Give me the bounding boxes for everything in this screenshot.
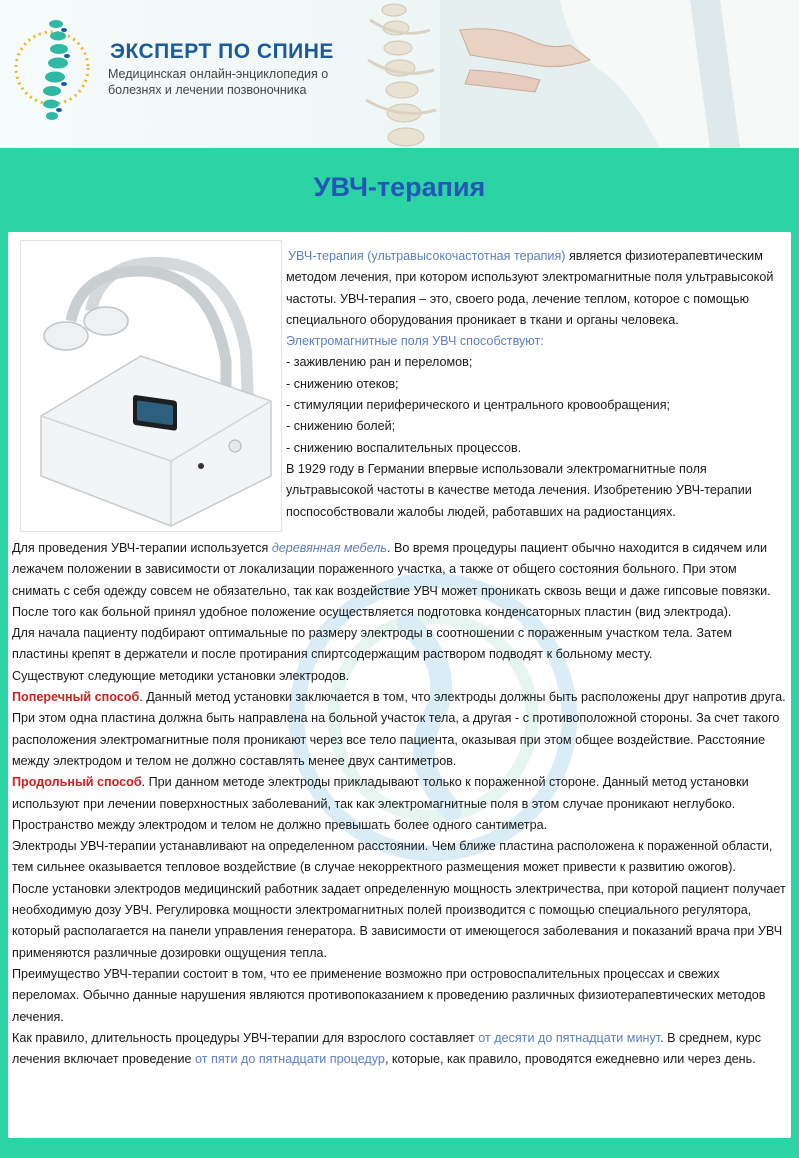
methods-intro: Существуют следующие методики установки электродов. xyxy=(12,668,350,683)
electrodes-paragraph: Для начала пациенту подбирают оптимальные по размеру электроды в соотношении с пораженным участком тела. Затем пластины крепят в держатели и после протирания спиртсодержащим раствором подводят к больному месту. xyxy=(12,626,732,662)
longitudinal-text: . При данном методе электроды прикладывают только к пораженной стороне. Данный метод установки используют при лечении поверхностных заболеваний, так как электромагнитные поля в этом случае проникают неглубоко. Пространство между электродом и телом не должно превышать более одного сантиметра. xyxy=(12,775,749,832)
transverse-label: Поперечный способ xyxy=(12,690,140,705)
intro-term: УВЧ-терапия (ультравысокочастотная терапия) xyxy=(288,249,566,263)
procedure-text-rest: . Во время процедуры пациент обычно находится в сидячем или лежачем положении в зависимости от локализации пораженного участка, а также от общего состояния больного. При этом снимать с себя одежду совсем не обязательно, так как воздействие УВЧ может проникать сквозь вещи и даже гипсовые повязки. После того как больной принял удобное положение осуществляется подготовка конденсаторных пластин (вид электрода). xyxy=(12,541,771,619)
duration-text-2: . В среднем, курс лечения включает проведение xyxy=(12,1030,762,1067)
procedure-emphasis: деревянная мебель xyxy=(271,541,387,555)
history-paragraph: В 1929 году в Германии впервые использовали электромагнитные поля ультравысокой частоты в качестве метода лечения. Изобретению УВЧ-терапии поспособствовали жалобы людей, работавших на радиостанциях. xyxy=(286,461,752,519)
transverse-text: . Данный метод установки заключается в том, что электроды должны быть расположены друг напротив друга. При этом одна пластина должна быть направлена на больной участок тела, а другая - с противоположной стороны. За счет такого расположения электромагнитные поля проникают через все тело пациента, оказывая при этом общее воздействие. Расстояние между электродом и телом не должно составлять менее двух сантиметров. xyxy=(12,690,786,768)
effects-item: - снижению воспалительных процессов. xyxy=(286,440,522,455)
article-panel xyxy=(8,232,791,1138)
intro-text: является физиотерапевтическим методом лечения, при котором используют электромагнитные поля ультравысокой частоты. УВЧ-терапия – это, своего рода, лечение теплом, которое с помощью специального оборудования проникает в ткани и органы человека. xyxy=(286,249,774,327)
procedure-paragraph xyxy=(12,538,788,623)
duration-text: Как правило, длительность процедуры УВЧ-терапии для взрослого составляет xyxy=(12,1030,479,1045)
article-body xyxy=(12,538,788,1070)
effects-item: - стимуляции периферического и центрального кровообращения; xyxy=(286,398,671,413)
duration-text-3: , которые, как правило, проводятся ежедневно или через день. xyxy=(384,1052,756,1067)
effects-item: - снижению болей; xyxy=(286,419,396,434)
effects-heading: Электромагнитные поля УВЧ способствуют: xyxy=(286,334,544,349)
spine-illustration-icon xyxy=(360,0,440,148)
intro-column xyxy=(286,246,786,523)
duration-count: от пяти до пятнадцати процедур xyxy=(195,1052,385,1067)
effects-item: - заживлению ран и переломов; xyxy=(286,355,473,370)
logo-spine-icon xyxy=(12,10,102,128)
intro-paragraph xyxy=(286,246,786,331)
uhf-therapy-device-icon xyxy=(21,241,281,531)
transverse-paragraph xyxy=(12,687,788,772)
effects-item: - снижению отеков; xyxy=(286,376,399,391)
brand-name[interactable]: ЭКСПЕРТ ПО СПИНЕ xyxy=(110,40,334,63)
site-header xyxy=(0,0,799,148)
power-paragraph: После установки электродов медицинский работник задает определенную мощность электричества, при которой пациент получает необходимую дозу УВЧ. Регулировка мощности электромагнитных полей производится с помощью специального регулятора, который располагается на панели управления генератора. В зависимости от имеющегося заболевания и показаний врача при УВЧ применяются различные дозировки ощущения тепла. xyxy=(12,881,786,960)
longitudinal-label: Продольный способ xyxy=(12,775,142,790)
page-title: УВЧ-терапия xyxy=(313,172,486,202)
uhf-therapy-device-image xyxy=(20,240,282,532)
duration-minutes: от десяти до пятнадцати минут xyxy=(478,1030,661,1045)
distance-paragraph: Электроды УВЧ-терапии устанавливают на определенном расстоянии. Чем ближе пластина расположена к пораженной области, тем сильнее оказывается тепловое воздействие (в случае некорректного размещения может привести к развитию ожогов). xyxy=(12,839,773,875)
doctor-hand-illustration-icon xyxy=(440,0,799,148)
longitudinal-paragraph xyxy=(12,772,788,836)
brand-tagline: Медицинская онлайн-энциклопедия о болезнях и лечении позвоночника xyxy=(108,67,329,97)
advantage-paragraph: Преимущество УВЧ-терапии состоит в том, что ее применение возможно при островоспалительных процессах и свежих переломах. Обычно данные нарушения являются противопоказанием к проведению различных физиотерапевтических методов лечения. xyxy=(12,966,766,1024)
procedure-text: Для проведения УВЧ-терапии используется xyxy=(12,541,272,555)
duration-paragraph xyxy=(12,1028,788,1071)
